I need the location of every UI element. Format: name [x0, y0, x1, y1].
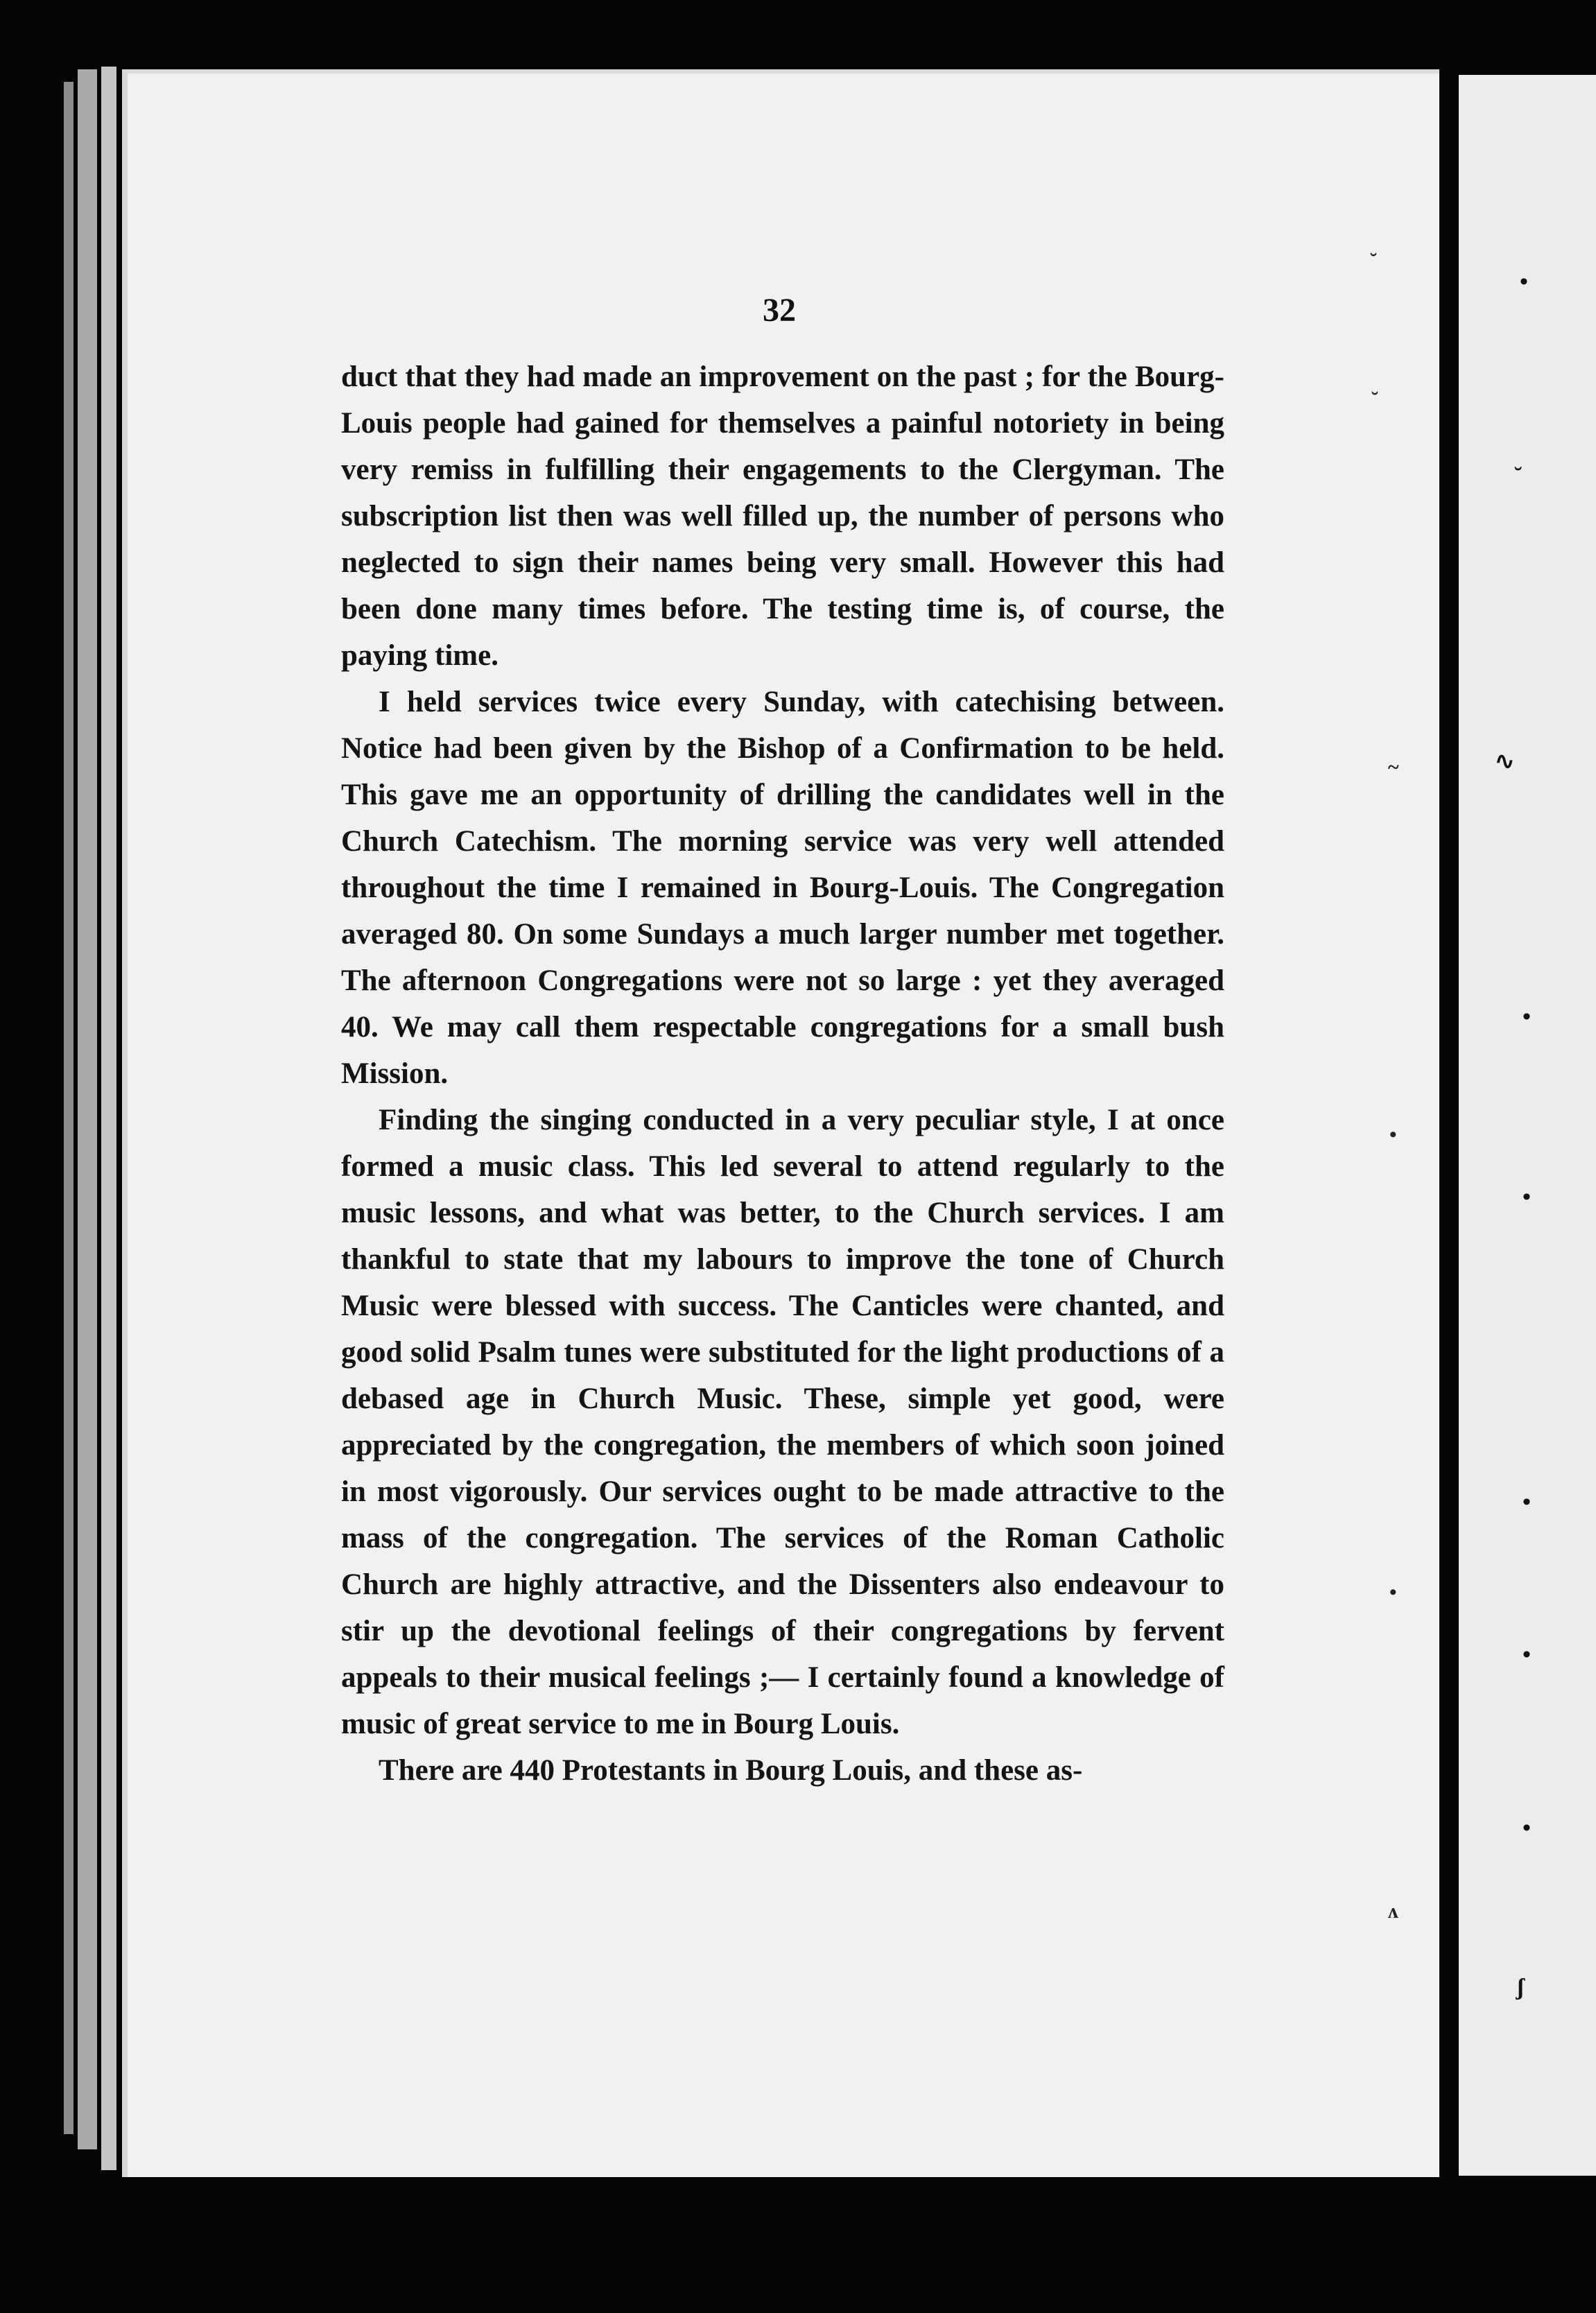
print-mark: •: [1520, 269, 1528, 295]
paragraph: There are 440 Protestants in Bourg Louis, and these as-: [379, 1754, 1083, 1787]
print-mark: •: [1523, 1004, 1531, 1030]
print-mark: •: [1389, 1123, 1397, 1146]
paragraph: Finding the singing conducted in a very peculiar style, I at once formed a music class. This led several to attend regularly to the music lessons, and what was better, to the Church services. I am thankful to state that my labours to improve the tone of Church Music were blessed with success. The Canticles were chanted, and good solid Psalm tunes were substituted for the light productions of a debased age in Church Music. These, simple yet good, were appreciated by the congregation, the members of which soon joined in most vigorously. Our services ought to be made attractive to the mass of the congregation. The services of the Roman Catholic Church are highly attractive, and the Dissenters also endeavour to stir up the devotional feelings of their congregations by fervent appeals to their musical feelings ;— I certainly found a knowledge of music of great service to me in Bourg Louis.: [341, 1104, 1224, 1740]
print-mark: ∿: [1495, 749, 1515, 774]
print-mark: •: [1523, 1642, 1531, 1667]
page-edge: [64, 82, 73, 2134]
page-edge: [78, 69, 97, 2149]
print-mark: ˘: [1371, 388, 1378, 411]
page-number: 32: [763, 292, 796, 329]
print-mark: ʌ: [1388, 1900, 1398, 1923]
print-mark: •: [1389, 1581, 1397, 1604]
print-mark: •: [1523, 1489, 1531, 1515]
print-mark: ˘: [1370, 250, 1377, 272]
print-mark: •: [1523, 1815, 1531, 1841]
paragraph: duct that they had made an improvement on the past ; for the Bourg-Louis people had gained for themselves a painful notoriety in being very remiss in fulfilling their engagements to the Clergyman. The subscription list then was well filled up, the number of persons who neglected to sign their names being very small. However this had been done many times before. The testing time is, of course, the paying time.: [341, 361, 1224, 672]
body-text: [341, 354, 1224, 1794]
page-edge: [101, 67, 116, 2170]
adjacent-page: [1459, 75, 1596, 2176]
print-mark: •: [1523, 1184, 1531, 1210]
print-mark: ~: [1388, 756, 1399, 779]
print-mark: ˘: [1514, 463, 1523, 489]
paragraph: I held services twice every Sunday, with catechising between. Notice had been given by the Bishop of a Confirmation to be held. This gave me an opportunity of drilling the candidates well in the Church Catechism. The morning service was very well attended throughout the time I remained in Bourg-Louis. The Congregation averaged 80. On some Sundays a much larger number met together. The afternoon Congregations were not so large : yet they averaged 40. We may call them respectable congregations for a small bush Mission.: [341, 686, 1224, 1090]
print-mark: ʃ: [1517, 1975, 1525, 2000]
